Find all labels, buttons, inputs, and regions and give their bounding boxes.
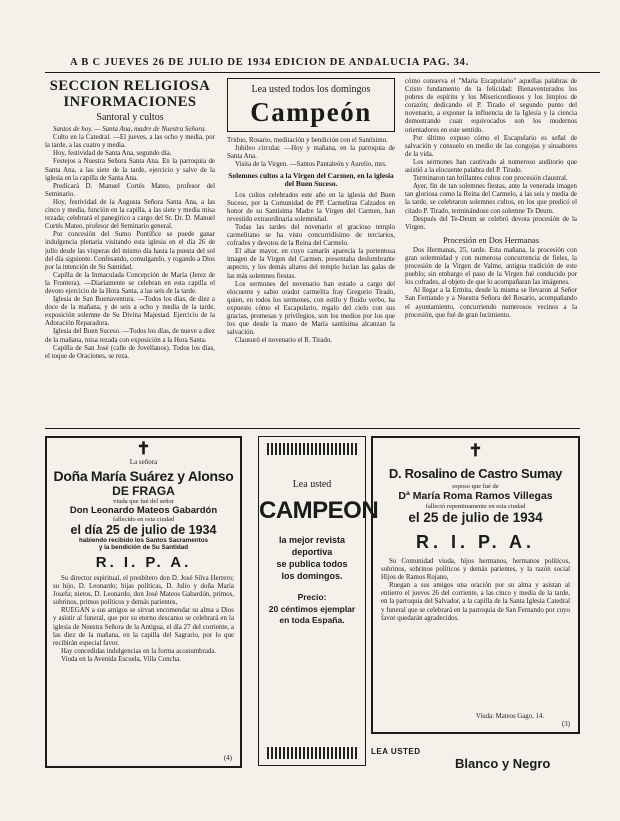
paragraph: cómo conserva el "María Escapulario" aquellas palabras de Cristo fundamento de la felicidad: Bienaventurados los pobres de espíritu y los Misericordiosos y los limpios de corazón; dedicando el P. Tirado el segundo punto del novenario, a exponer la influencia de la Iglesia y la ciencia demostrando cuan equivocados son los modernos orientadores en este sentido. (405, 78, 577, 134)
column-2 (227, 137, 395, 427)
cross-icon: ✝ (468, 441, 483, 460)
ad-price: 20 céntimos ejemplar en toda España. (268, 604, 356, 625)
paragraph: Los sermones del novenario han estado a cargo del elocuente y sabio orador carmelita fray Gregorio Tirado, quien, en todos los sermones, con estilo y fluido verbo, ha expuesto cómo el Escapulario, regalo del cielo con sus gracias, promesas y privilegios, son los medios por los que los que desde la mano de María santísima alcanzan la salvación. (227, 280, 395, 337)
ad-lea-usted: LEA USTED (371, 747, 421, 756)
obit-wife: Dª María Roma Ramos Villegas (398, 490, 553, 502)
ad-lea: Lea usted (292, 479, 332, 490)
obit-foot: Viuda: Mateos Gago, 14. (475, 713, 544, 720)
column-3 (405, 78, 577, 423)
paragraph: Por concesión del Sumo Pontífice se puede ganar indulgencia plenaria visitando esta iglesia en el día 26 de julio desde las vísperas del mismo día hasta la puesta del sol del día siguiente. Confesando, comulgando, y rogando a Dios por la intención de Su Santidad. (45, 231, 215, 271)
obit-widow: viuda que fué del señor (113, 498, 174, 505)
obit-rip: R. I. P. A. (95, 554, 192, 571)
obit-died: falleció repentinamente en esta ciudad (425, 503, 526, 510)
obit-name-2: DE FRAGA (112, 484, 175, 498)
paragraph: Todas las tardes del novenario el gracioso templo carmelitano se ha visto concurridísimo de terciarios, cofrades y devotos de la Reina del Carmelo. (227, 223, 395, 248)
obituary-castro (371, 436, 580, 734)
obit-husband: Don Leonardo Mateos Gabardón (69, 505, 218, 516)
obit-rip: R. I. P. A. (415, 532, 536, 552)
paragraph: Al llegar a la Ermita, desde la misma se llevaron al Señor San Fernando y a Nuestra Señora del Rosario, acompañando el ayuntamiento, concurriendo numerosos vecinos a la procesión, que fué de gran lucimiento. (405, 287, 577, 319)
paragraph: Culto en la Catedral. —El jueves, a las ocho y media, por la tarde, a las cuatro y media. (45, 134, 215, 150)
paragraph: Visita de la Virgen. —Santos Pantaleón y Aurelio, mrs. (235, 161, 387, 169)
section-title-2: INFORMACIONES (63, 94, 197, 110)
ad-border-top (267, 443, 357, 455)
section-title: SECCION RELIGIOSA (49, 78, 211, 94)
obit-date: el 25 de julio de 1934 (408, 510, 543, 525)
ad-line: se publica todos (276, 559, 348, 569)
obit-sacr-2: y la bendición de Su Santidad (98, 544, 189, 551)
paragraph: Hoy, festividad de la Augusta Señora Santa Ana, a las cinco y media, función en la capilla, a las siete y media misa rezada; celebrará el panegírico a cargo del Sr. Dr. D. Manuel Cortés Mateo, profesor del Seminario general. (45, 198, 215, 231)
obit-name: D. Rosalino de Castro Sumay (388, 466, 563, 481)
paragraph: Su Comunidad viuda, hijos hermanos, hermanos políticos, sobrinos, sobrinos políticos y demás parientes, y la razón social Hijos de Ramos Rojano, (381, 558, 570, 582)
obit-number: (4) (223, 754, 232, 762)
ad-price-label: Precio: (297, 592, 327, 602)
obit-number: (3) (561, 720, 570, 728)
paragraph: Los cultos celebrados este año en la iglesia del Buen Suceso, por la Comunidad de PP. Carmelitas Calzados en honor de su Santísima Madre la Virgen del Carmen, han revestido extraordinaria solemnidad. (227, 191, 395, 223)
paragraph: Clausuró el novenario el R. Tirado. (235, 337, 333, 345)
paragraph: El altar mayor, en cuyo camarín aparecía la portentosa imagen de la Virgen del Carmen, presentaba deslumbrante aspecto, y los demás altares del templo lucían las galas de las más solemnes fiestas. (227, 248, 395, 280)
paragraph: Festejos a Nuestra Señora Santa Ana. En la parroquia de Santa Ana, a las siete de la tarde, ejercicio y salve de la iglesia en la capilla de Santa Ana. (45, 158, 215, 182)
paragraph: Por último expuso cómo el Escapulario es señal de salvación y consuelo en medio de las congojas y sinsabores de la vida. (405, 134, 577, 158)
ad-border-bottom (267, 747, 357, 759)
paragraph: Hoy, festividad de Santa Ana, segundo día. (53, 150, 172, 158)
ad-title: Campeón (250, 97, 372, 127)
campeon-ad-center (258, 436, 379, 766)
paragraph: Terminaron tan brillantes cultos con procesión claustral. (413, 175, 568, 183)
subheading: Procesión en Dos Hermanas (442, 234, 540, 245)
obit-sub: esposo que fué de (452, 483, 499, 490)
blanco-negro-ad (371, 738, 579, 774)
ad-blanco-negro: Blanco y Negro (455, 756, 551, 771)
paragraph: Viuda en la Avenida Escuela, Villa Concha. (61, 655, 181, 663)
obit-died: fallecido en esta ciudad (112, 516, 175, 523)
obit-date: el día 25 de julio de 1934 (70, 523, 217, 537)
paragraph: Capilla de San José (calle de Jovellanos). Todos los días, el toque de Oraciones, se reza. (45, 344, 215, 360)
obituary-suarez (45, 436, 242, 768)
paragraph: Hay concedidas indulgencias en la forma acostumbrada. (61, 647, 217, 655)
section-subtitle: Santoral y cultos (96, 112, 164, 123)
obit-title-line: La señora (129, 458, 158, 466)
obit-name: Doña María Suárez y Alonso (53, 468, 234, 484)
paragraph: Iglesia del Buen Suceso. —Todos los días, de nueve a diez de la mañana, misa rezada con exposición a la Hora Santa. (45, 328, 215, 344)
paragraph: Triduo, Rosario, meditación y bendición con el Santísimo. (227, 137, 388, 144)
campeon-ad-top (227, 78, 395, 132)
page-header: A B C JUEVES 26 DE JULIO DE 1934 EDICION DE ANDALUCIA PAG. 34. (70, 57, 470, 68)
paragraph: Dos Hermanas, 25, tarde. Esta mañana, la procesión con gran solemnidad y con numerosa concurrencia de fieles, la procesión de la Virgen de Valme, antigua tradición de este pueblo; sin embargo el paso de la Virgen fué conducido por los cofrades, al objeto de que lo acompañaran las imágenes. (405, 246, 577, 287)
paragraph: Ruegan a sus amigos una oración por su alma y asistan al entierro el jueves 26 del corriente, a las cinco y media de la tarde, en la parroquia del Salvador, a la capilla de la Santa Iglesia Catedral y funeral que se celebrará en la parroquia de San Fernando por cuyo favor quedarán agradecidos. (381, 582, 570, 622)
paragraph: Su director espiritual, el presbítero don D. José Silva Herrero; su hijo, D. Leonardo; hijas políticas, D. Julio y doña María Josefa; nietos, D. Leonardo, don José Mateos Gabardón, primos, sobrinos, primos políticos y demás parientes, (53, 575, 234, 607)
column-religious-section (45, 78, 215, 418)
paragraph: Ayer, fin de tan solemnes fiestas, ante la venerada imagen tan gloriosa como la Reina del Carmelo, a las seis y media de la tarde, se celebraron solemnes cultos, en los que predicó el citado P. Tirado, terminándose con solemne Te Deum. (405, 183, 577, 215)
paragraph: Después del Te-Deum se celebró devota procesión de la Virgen. (405, 215, 577, 231)
ad-line: deportiva (291, 547, 333, 557)
cross-icon: ✝ (136, 439, 151, 458)
section-rule (45, 428, 580, 429)
header-rule (45, 72, 600, 73)
ad-tagline: Lea usted todos los domingos (251, 84, 371, 95)
subheading: Solemnes cultos a la Virgen del Carmen, en la iglesia del Buen Suceso. (228, 171, 394, 189)
paragraph: Jubileo circular. —Hoy y mañana, en la parroquia de Santa Ana. (227, 145, 395, 161)
paragraph: RUEGAN a sus amigos se sirvan encomendar su alma a Dios y asistir al funeral, que por su eterno descanso se celebrará en la iglesia de Nuestra Señora de la Antigua, el día 27 del corriente, a las diez de la mañana, en la capilla del Sagrario, por lo que recibirán especial favor. (53, 607, 234, 647)
paragraph: Santos de hoy. — Santa Ana, madre de Nuestra Señora. (53, 126, 207, 134)
paragraph: Iglesia de San Buenaventura. —Todos los días, de diez a doce de la mañana, y de seis a ocho y media de la tarde, exposición solemne de Su Divina Majestad. Ejercicio de la Adoración Reparadora. (45, 296, 215, 328)
paragraph: Capilla de la Inmaculada Concepción de María (Jerez de la Frontera). —Diariamente se celebran en esta capilla el devoto ejercicio de la Hora Santa, a las seis de la tarde. (45, 271, 215, 295)
paragraph: Predicará D. Manuel Cortés Mateo, profesor del Seminario. (45, 182, 215, 198)
ad-line: los domingos. (281, 571, 343, 581)
ad-campeon: CAMPEON (259, 497, 379, 524)
obit-sacr: habiendo recibido los Santos Sacramentos (78, 537, 209, 544)
ad-line: la mejor revista (278, 535, 346, 545)
paragraph: Los sermones han cautivado al numeroso auditorio que asistió a la elocuente palabra del P. Tirado. (405, 158, 577, 175)
